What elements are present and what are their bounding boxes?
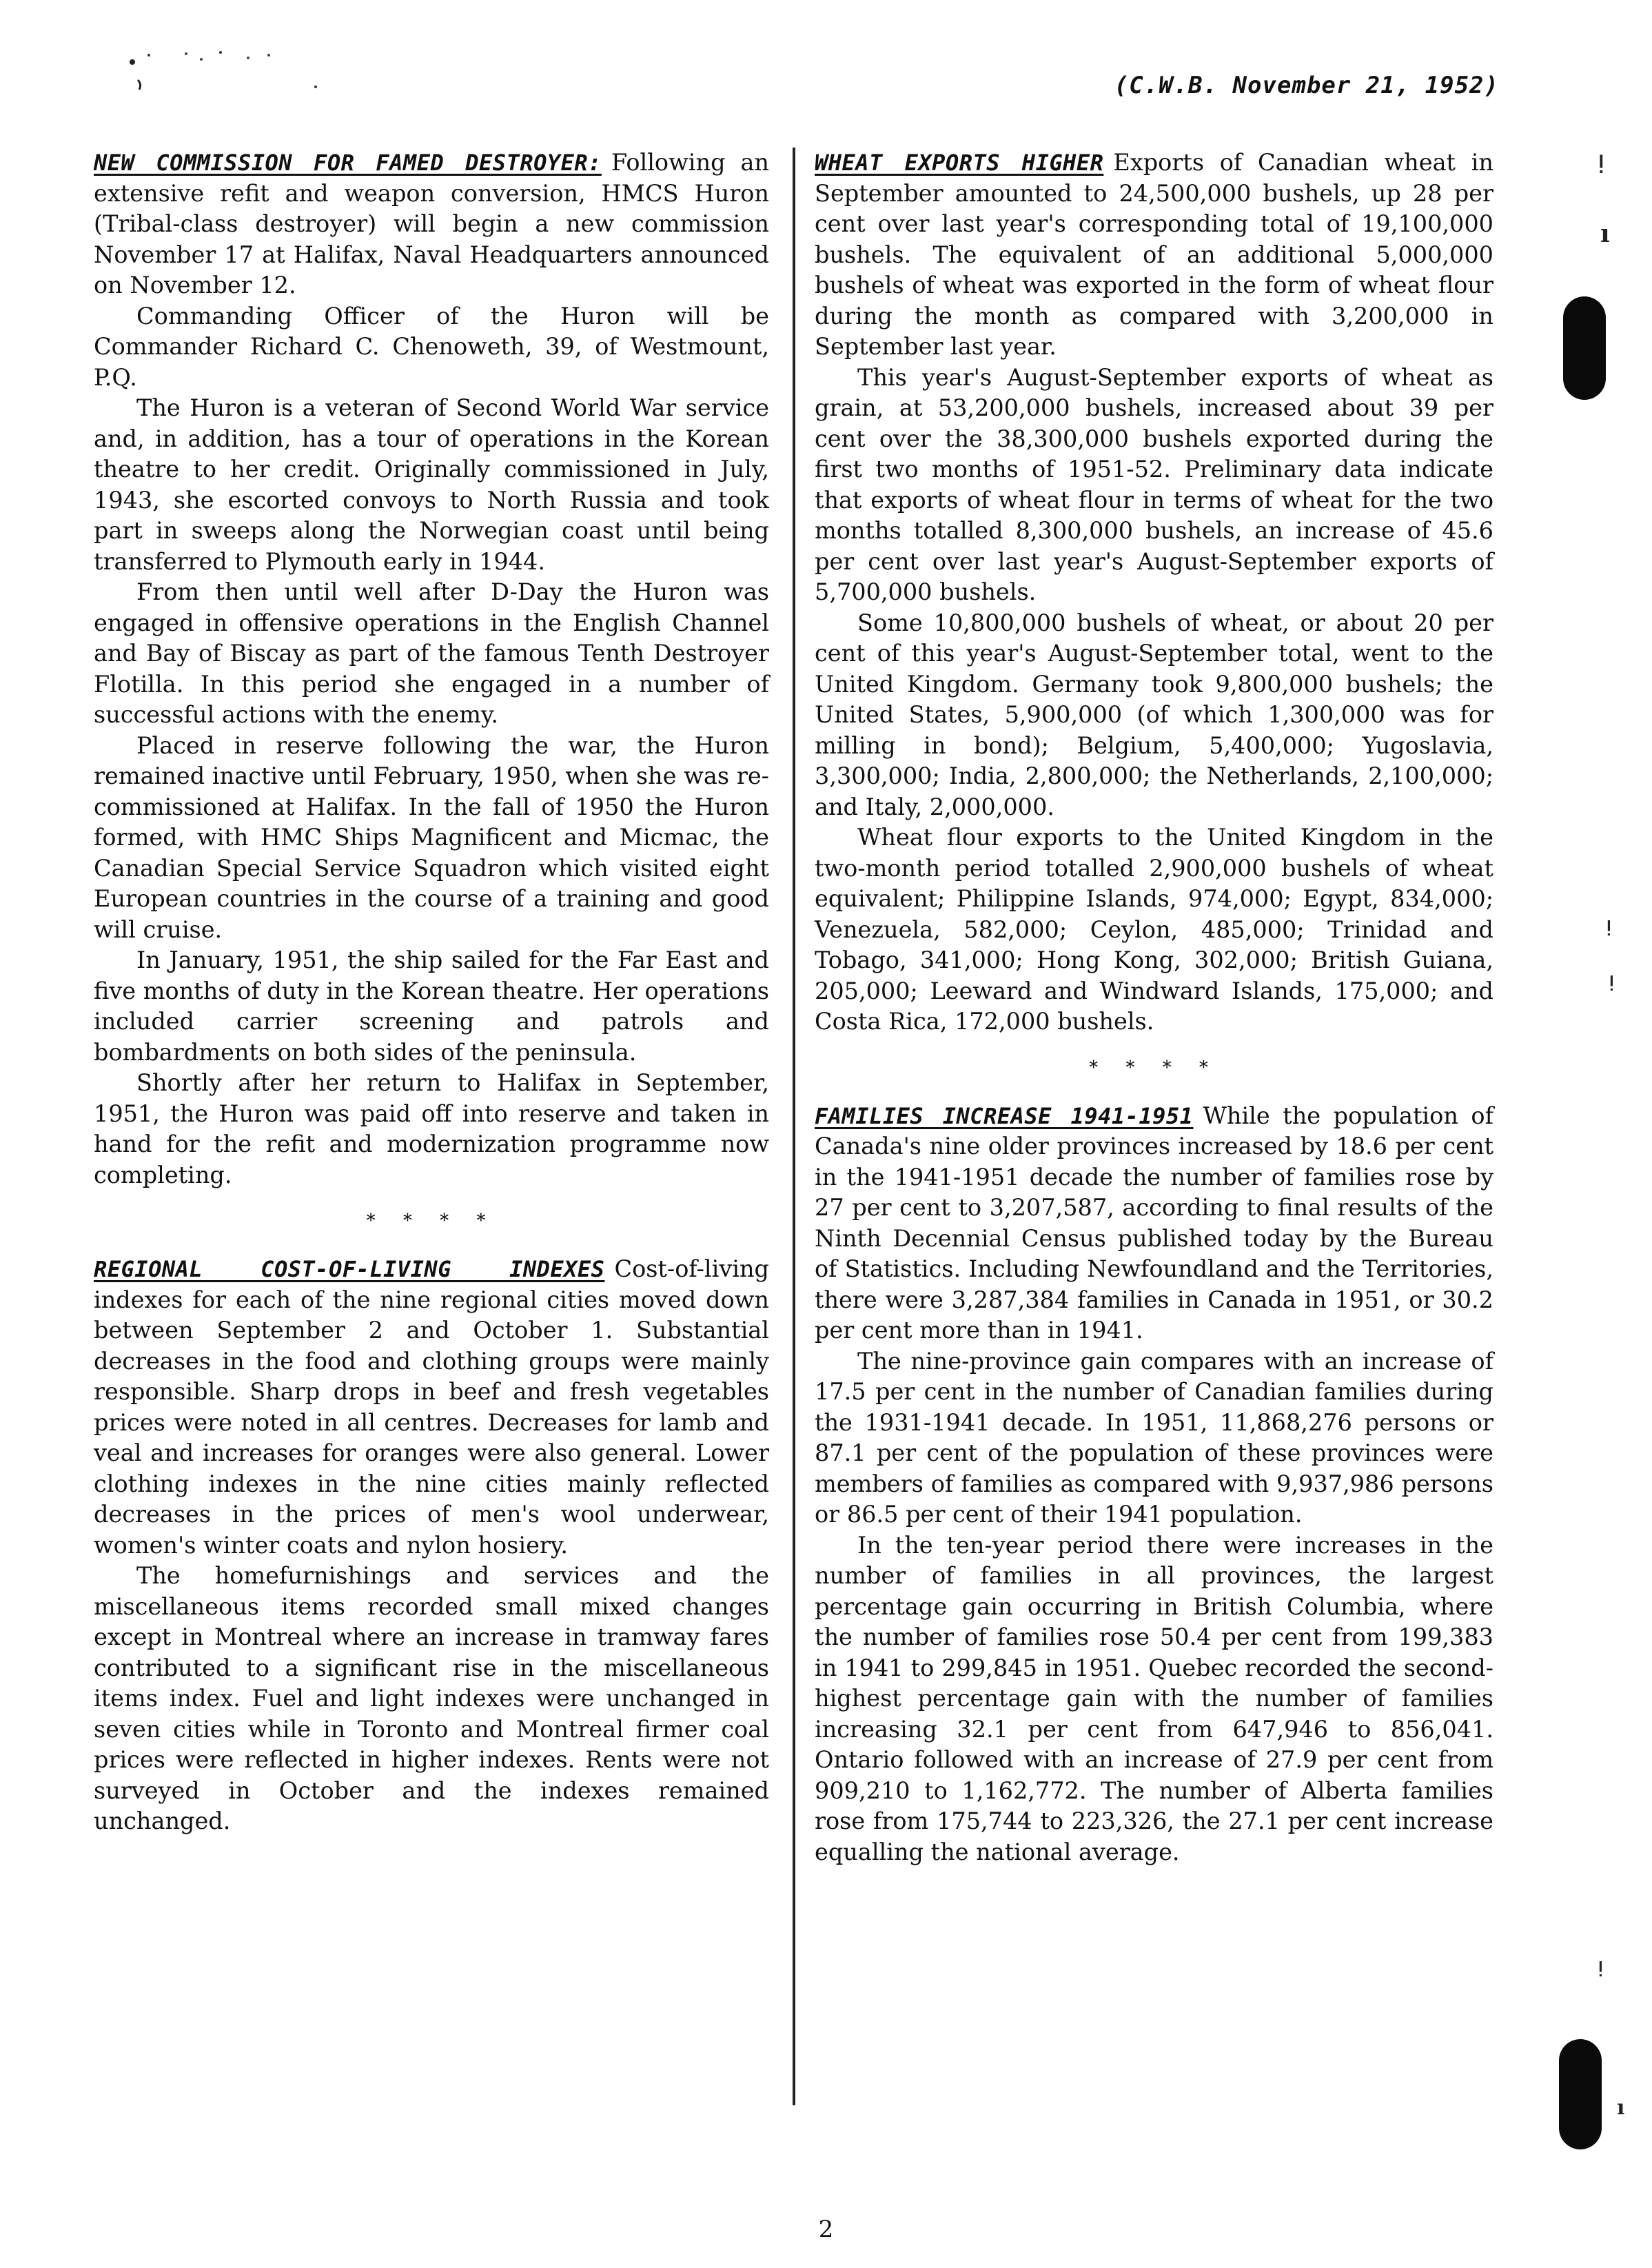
article-headline: WHEAT EXPORTS HIGHER xyxy=(815,150,1104,176)
article-new-commission xyxy=(94,148,769,1191)
margin-mark: ǃ xyxy=(1609,972,1615,996)
margin-mark: ǃ xyxy=(1598,1958,1604,1982)
article-paragraph: This year's August-September exports of wheat as grain, at 53,200,000 bushels, increased about 39 per cent over the 38,300,000 bushels exported during the first two months of 1951-52. Preliminary data indicate that exports of wheat flour in terms of wheat for the two months totalled 8,300,000 bushels, an increase of 45.6 per cent over last year's August-September exports of 5,700,000 bushels. xyxy=(815,363,1493,605)
section-separator: * * * * xyxy=(366,1211,497,1231)
article-paragraph xyxy=(815,148,1493,363)
article-paragraph: The homefurnishings and services and the miscellaneous items recorded small mixed changes except in Montreal where an increase in tramway fares contributed to a significant rise in the miscellaneous items index. Fuel and light indexes were unchanged in seven cities while in Toronto and Montreal firmer coal prices were reflected in higher indexes. Rents were not surveyed in October and the indexes remained unchanged. xyxy=(94,1562,769,1834)
article-headline: REGIONAL COST-OF-LIVING INDEXES xyxy=(94,1256,605,1282)
article-headline: NEW COMMISSION FOR FAMED DESTROYER: xyxy=(94,150,602,176)
article-cost-of-living xyxy=(94,1254,769,1837)
column-divider xyxy=(793,148,795,2105)
section-separator: * * * * xyxy=(1089,1057,1219,1078)
article-lead-text: Following an extensive refit and weapon conversion, HMCS Huron (Tribal-class destroyer) will begin a new commission November 17 at Halifax, Naval Headquarters announced on November 12. xyxy=(94,149,769,298)
page-number: 2 xyxy=(818,2216,834,2243)
article-paragraph: The nine-province gain compares with an increase of 17.5 per cent in the number of Canadian families during the 1931-1941 decade. In 1951, 11,868,276 persons or 87.1 per cent of the population of these provinces were members of families as compared with 9,937,986 persons or 86.5 per cent of their 1941 population. xyxy=(815,1347,1493,1528)
article-paragraph: Placed in reserve following the war, the Huron remained inactive until February, 1950, when she was re-commissioned at Halifax. In the fall of 1950 the Huron formed, with HMC Ships Magnificent and Micmac, the Canadian Special Service Squadron which visited eight European countries in the course of a training and good will cruise. xyxy=(94,731,769,943)
article-headline: FAMILIES INCREASE 1941-1951 xyxy=(815,1102,1194,1129)
punch-hole-top xyxy=(1563,296,1606,400)
article-paragraph: The Huron is a veteran of Second World War service and, in addition, has a tour of operations in the Korean theatre to her credit. Originally commissioned in July, 1943, she escorted convoys to North Russia and took part in sweeps along the Norwegian coast until being transferred to Plymouth early in 1944. xyxy=(94,394,769,575)
article-paragraph: In the ten-year period there were increases in the number of families in all provinces, the largest percentage gain occurring in British Columbia, where the number of families rose 50.4 per cent from 199,383 in 1941 to 299,845 in 1951. Quebec recorded the second-highest percentage gain with the number of families increasing 32.1 per cent from 647,946 to 856,041. Ontario followed with an increase of 27.9 per cent from 909,210 to 1,162,772. The number of Alberta families rose from 175,744 to 223,326, the 27.1 per cent increase equalling the national average. xyxy=(815,1531,1493,1865)
publication-reference: (C.W.B. November 21, 1952) xyxy=(1114,72,1499,99)
article-paragraph: Commanding Officer of the Huron will be Commander Richard C. Chenoweth, 39, of Westmount, P.Q. xyxy=(94,302,769,391)
article-families-increase xyxy=(815,1101,1493,1868)
article-paragraph xyxy=(815,1101,1493,1346)
left-column xyxy=(94,148,769,1847)
article-paragraph: Shortly after her return to Halifax in September, 1951, the Huron was paid off into reserve and taken in hand for the refit and modernization programme now completing. xyxy=(94,1069,769,1188)
article-lead-text: While the population of Canada's nine older provinces increased by 18.6 per cent in the 1941-1951 decade the number of families rose by 27 per cent to 3,207,587, according to final results of the Ninth Decennial Census published today by the Bureau of Statistics. Including Newfoundland and the Territories, there were 3,287,384 families in Canada in 1951, or 30.2 per cent more than in 1941. xyxy=(815,1102,1493,1344)
article-paragraph xyxy=(94,148,769,301)
margin-mark: ǃ xyxy=(1598,150,1605,179)
article-paragraph xyxy=(94,1254,769,1561)
article-paragraph: Some 10,800,000 bushels of wheat, or about 20 per cent of this year's August-September total, went to the United Kingdom. Germany took 9,800,000 bushels; the United States, 5,900,000 (of which 1,300,000 was for milling in bond); Belgium, 5,400,000; Yugoslavia, 3,300,000; India, 2,800,000; the Netherlands, 2,100,000; and Italy, 2,000,000. xyxy=(815,609,1493,820)
article-paragraph: Wheat flour exports to the United Kingdom in the two-month period totalled 2,900,000 bushels of wheat equivalent; Philippine Islands, 974,000; Egypt, 834,000; Venezuela, 582,000; Ceylon, 485,000; Trinidad and Tobago, 341,000; Hong Kong, 302,000; British Guiana, 205,000; Leeward and Windward Islands, 175,000; and Costa Rica, 172,000 bushels. xyxy=(815,824,1493,1035)
article-paragraph: In January, 1951, the ship sailed for the Far East and five months of duty in the Korean theatre. Her operations included carrier screening and patrols and bombardments on both sides of the peninsula. xyxy=(94,946,769,1066)
margin-mark: ı xyxy=(1600,219,1610,248)
article-wheat-exports xyxy=(815,148,1493,1037)
article-lead-text: Exports of Canadian wheat in September amounted to 24,500,000 bushels, up 28 per cent over last year's corresponding total of 19,100,000 bushels. The equivalent of an additional 5,000,000 bushels of wheat was exported in the form of wheat flour during the month as compared with 3,200,000 in September last year. xyxy=(815,149,1493,360)
right-column xyxy=(815,148,1493,1877)
margin-mark: ǃ xyxy=(1606,917,1612,941)
article-paragraph: From then until well after D-Day the Huron was engaged in offensive operations in the English Channel and Bay of Biscay as part of the famous Tenth Destroyer Flotilla. In this period she engaged in a number of successful actions with the enemy. xyxy=(94,578,769,728)
article-lead-text: Cost-of-living indexes for each of the nine regional cities moved down between September 2 and October 1. Substantial decreases in the food and clothing groups were mainly responsible. Sharp drops in beef and fresh vegetables prices were noted in all centres. Decreases for lamb and veal and increases for oranges were also general. Lower clothing indexes in the nine cities mainly reflected decreases in the prices of men's wool underwear, women's winter coats and nylon hosiery. xyxy=(94,1255,769,1559)
punch-hole-bottom xyxy=(1559,2039,1602,2149)
scan-specks xyxy=(124,41,345,97)
margin-mark: ı xyxy=(1617,2096,1625,2120)
